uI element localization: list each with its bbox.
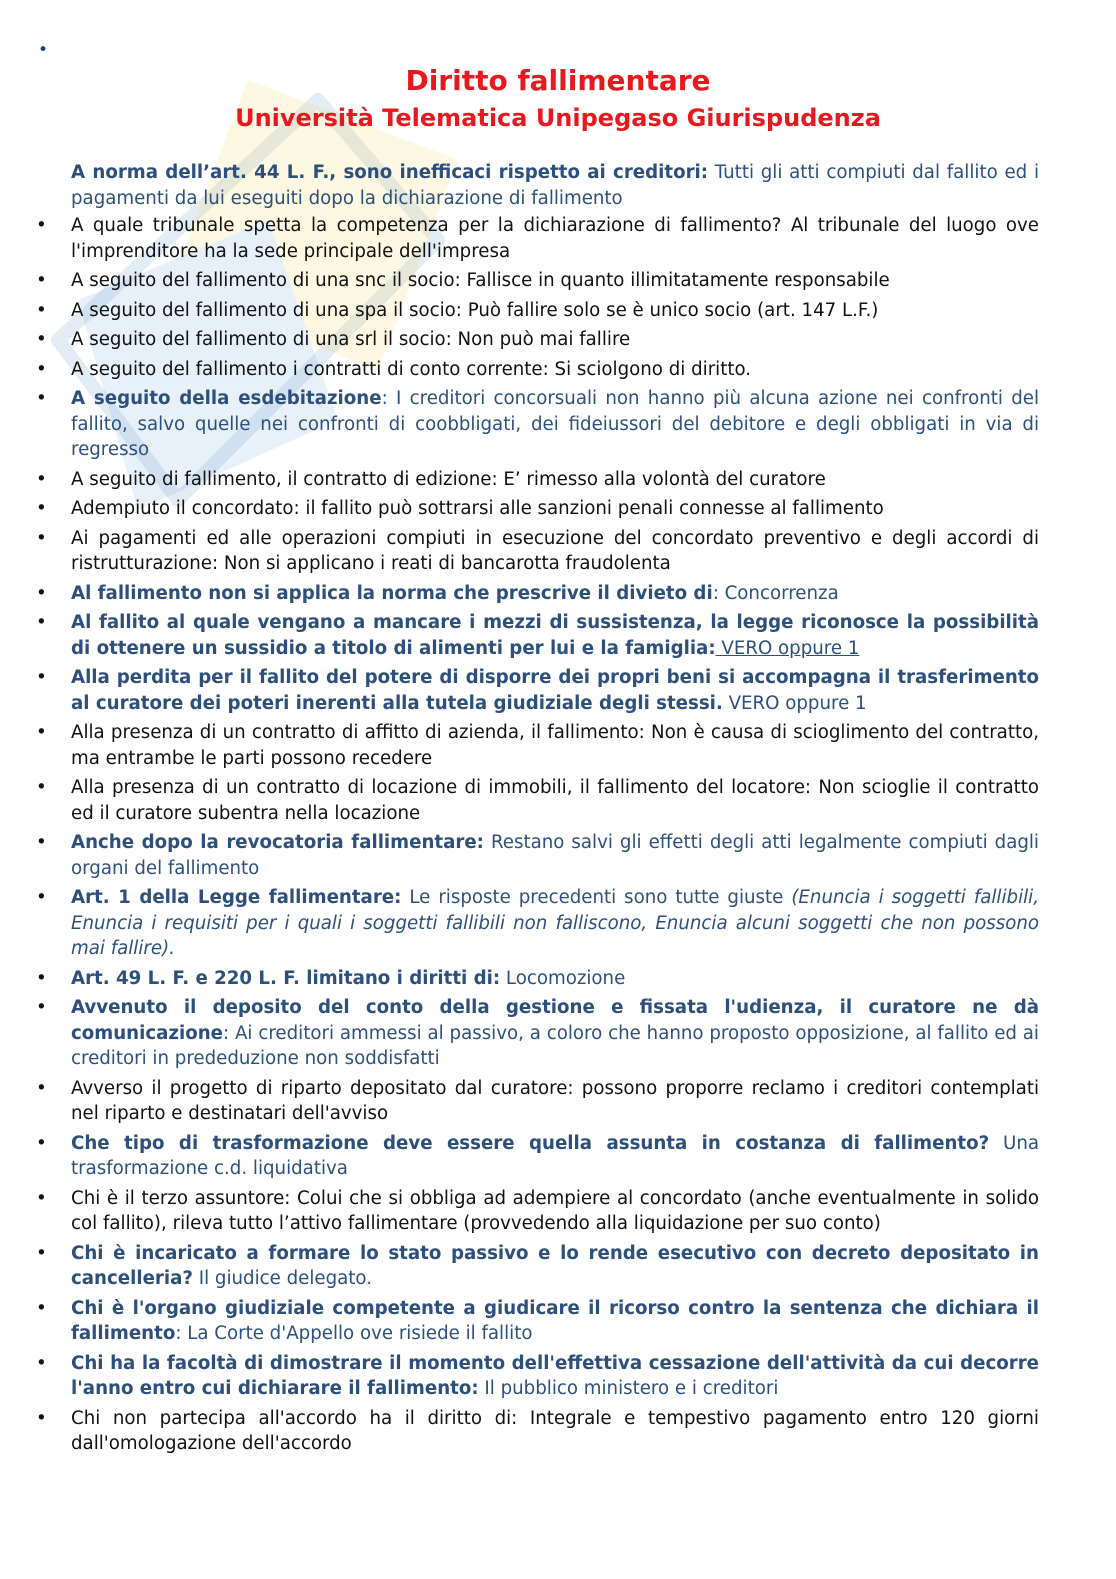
list-item: • A seguito della esdebitazione: I creditori concorsuali non hanno più alcuna azione nei confronti del fallito, salvo quelle nei confronti di coobbligati, dei fideiussori del debitore e degli obbligati in via di regresso	[36, 388, 1039, 460]
list-item: • Avverso il progetto di riparto depositato dal curatore: possono proporre reclamo i creditori contemplati nel riparto e destinatari dell'avviso	[36, 1077, 1039, 1124]
bullet: •	[36, 329, 47, 350]
list-item: • A seguito del fallimento di una spa il socio: Può fallire solo se è unico socio (art. 147 L.F.)	[0, 298, 1116, 324]
bullet: •	[36, 1187, 47, 1209]
list-item: • Anche dopo la revocatoria fallimentare: Restano salvi gli effetti degli atti legalmente compiuti dagli organi del fallimento	[36, 832, 1039, 879]
bullet: •	[36, 1077, 47, 1099]
bullet: •	[36, 722, 47, 743]
stray-bullet: •	[38, 40, 49, 60]
bullet: •	[36, 967, 47, 989]
list-item: • Al fallimento non si applica la norma che prescrive il divieto di: Concorrenza	[0, 581, 1116, 607]
bullet: •	[36, 1352, 47, 1374]
bullet: •	[36, 358, 47, 380]
list-item: • Chi è incaricato a formare lo stato passivo e lo rende esecutivo con decreto depositato in cancelleria? Il giudice delegato.	[36, 1242, 1039, 1289]
list-item: • A seguito del fallimento i contratti di conto corrente: Si sciolgono di diritto.	[0, 357, 1116, 383]
bullet: •	[36, 1407, 47, 1429]
list-item: • Ai pagamenti ed alle operazioni compiuti in esecuzione del concordato preventivo e degli accordi di ristrutturazione: Non si applicano i reati di bancarotta fraudolenta	[36, 527, 1039, 574]
bullet: •	[36, 832, 47, 853]
bullet: •	[36, 887, 47, 908]
bullet: •	[36, 1242, 47, 1264]
list-item: • Chi ha la facoltà di dimostrare il momento dell'effettiva cessazione dell'attività da cui decorre l'anno entro cui dichiarare il fallimento: Il pubblico ministero e i creditori	[36, 1352, 1039, 1399]
list-item: • Art. 49 L. F. e 220 L. F. limitano i diritti di: Locomozione	[0, 966, 1116, 992]
list-item: • Alla presenza di un contratto di locazione di immobili, il fallimento del locatore: Non scioglie il contratto ed il curatore subentra nella locazione	[36, 777, 1039, 824]
bullet: •	[36, 667, 47, 688]
bullet: •	[36, 270, 47, 291]
bullet: •	[36, 612, 47, 633]
list-item: • Che tipo di trasformazione deve essere quella assunta in costanza di fallimento? Una trasformazione c.d. liquidativa	[36, 1132, 1039, 1179]
bullet: •	[36, 388, 47, 409]
list-item: • Chi non partecipa all'accordo ha il diritto di: Integrale e tempestivo pagamento entro 120 giorni dall'omologazione dell'accordo	[36, 1407, 1039, 1454]
bullet: •	[36, 1297, 47, 1319]
list-item: • Alla perdita per il fallito del potere di disporre dei propri beni si accompagna il trasferimento al curatore dei poteri inerenti alla tutela giudiziale degli stessi. VERO oppure 1	[36, 667, 1039, 714]
bullet: •	[36, 527, 47, 549]
list-item: • Art. 1 della Legge fallimentare: Le risposte precedenti sono tutte giuste (Enuncia i soggetti fallibili, Enuncia i requisiti per i quali i soggetti fallibili non falliscono, Enuncia alcuni soggetti che non possono mai fallire).	[36, 887, 1040, 959]
bullet: •	[36, 1132, 47, 1154]
bullet: •	[36, 582, 47, 604]
bullet: •	[36, 997, 47, 1018]
question-list	[0, 160, 1116, 1461]
list-item: • Chi è l'organo giudiziale competente a giudicare il ricorso contro la sentenza che dichiara il fallimento: La Corte d'Appello ove risiede il fallito	[36, 1297, 1039, 1344]
bullet: •	[36, 215, 47, 236]
bullet: •	[36, 777, 47, 798]
page-subtitle: Università Telematica Unipegaso Giurispudenza	[235, 104, 881, 132]
list-item: • A seguito del fallimento di una snc il socio: Fallisce in quanto illimitatamente responsabile	[0, 268, 1116, 294]
page-title: Diritto fallimentare	[405, 64, 711, 97]
list-item: • Avvenuto il deposito del conto della gestione e fissata l'udienza, il curatore ne dà comunicazione: Ai creditori ammessi al passivo, a coloro che hanno proposto opposizione, al fallito ed ai creditori in prededuzione non soddisfatti	[36, 997, 1039, 1069]
bullet: •	[36, 468, 47, 490]
list-item: • Alla presenza di un contratto di affitto di azienda, il fallimento: Non è causa di scioglimento del contratto, ma entrambe le parti possono recedere	[36, 722, 1039, 769]
bullet: •	[36, 498, 47, 519]
list-item: A norma dell’art. 44 L. F., sono inefficaci rispetto ai creditori: Tutti gli atti compiuti dal fallito ed i pagamenti da lui eseguiti dopo la dichiarazione di fallimento	[71, 162, 1039, 209]
list-item: • A seguito del fallimento di una srl il socio: Non può mai fallire	[0, 327, 1116, 353]
bullet: •	[36, 299, 47, 321]
list-item: • Al fallito al quale vengano a mancare i mezzi di sussistenza, la legge riconosce la possibilità di ottenere un sussidio a titolo di alimenti per lui e la famiglia: VERO oppure 1	[36, 612, 1039, 659]
list-item: • Chi è il terzo assuntore: Colui che si obbliga ad adempiere al concordato (anche eventualmente in solido col fallito), rileva tutto l’attivo fallimentare (provvedendo alla liquidazione per suo conto)	[36, 1187, 1039, 1234]
list-item: • A quale tribunale spetta la competenza per la dichiarazione di fallimento? Al tribunale del luogo ove l'imprenditore ha la sede principale dell'impresa	[36, 215, 1039, 262]
list-item: • Adempiuto il concordato: il fallito può sottrarsi alle sanzioni penali connesse al fallimento	[0, 496, 1116, 522]
list-item: • A seguito di fallimento, il contratto di edizione: E’ rimesso alla volontà del curatore	[0, 467, 1116, 493]
